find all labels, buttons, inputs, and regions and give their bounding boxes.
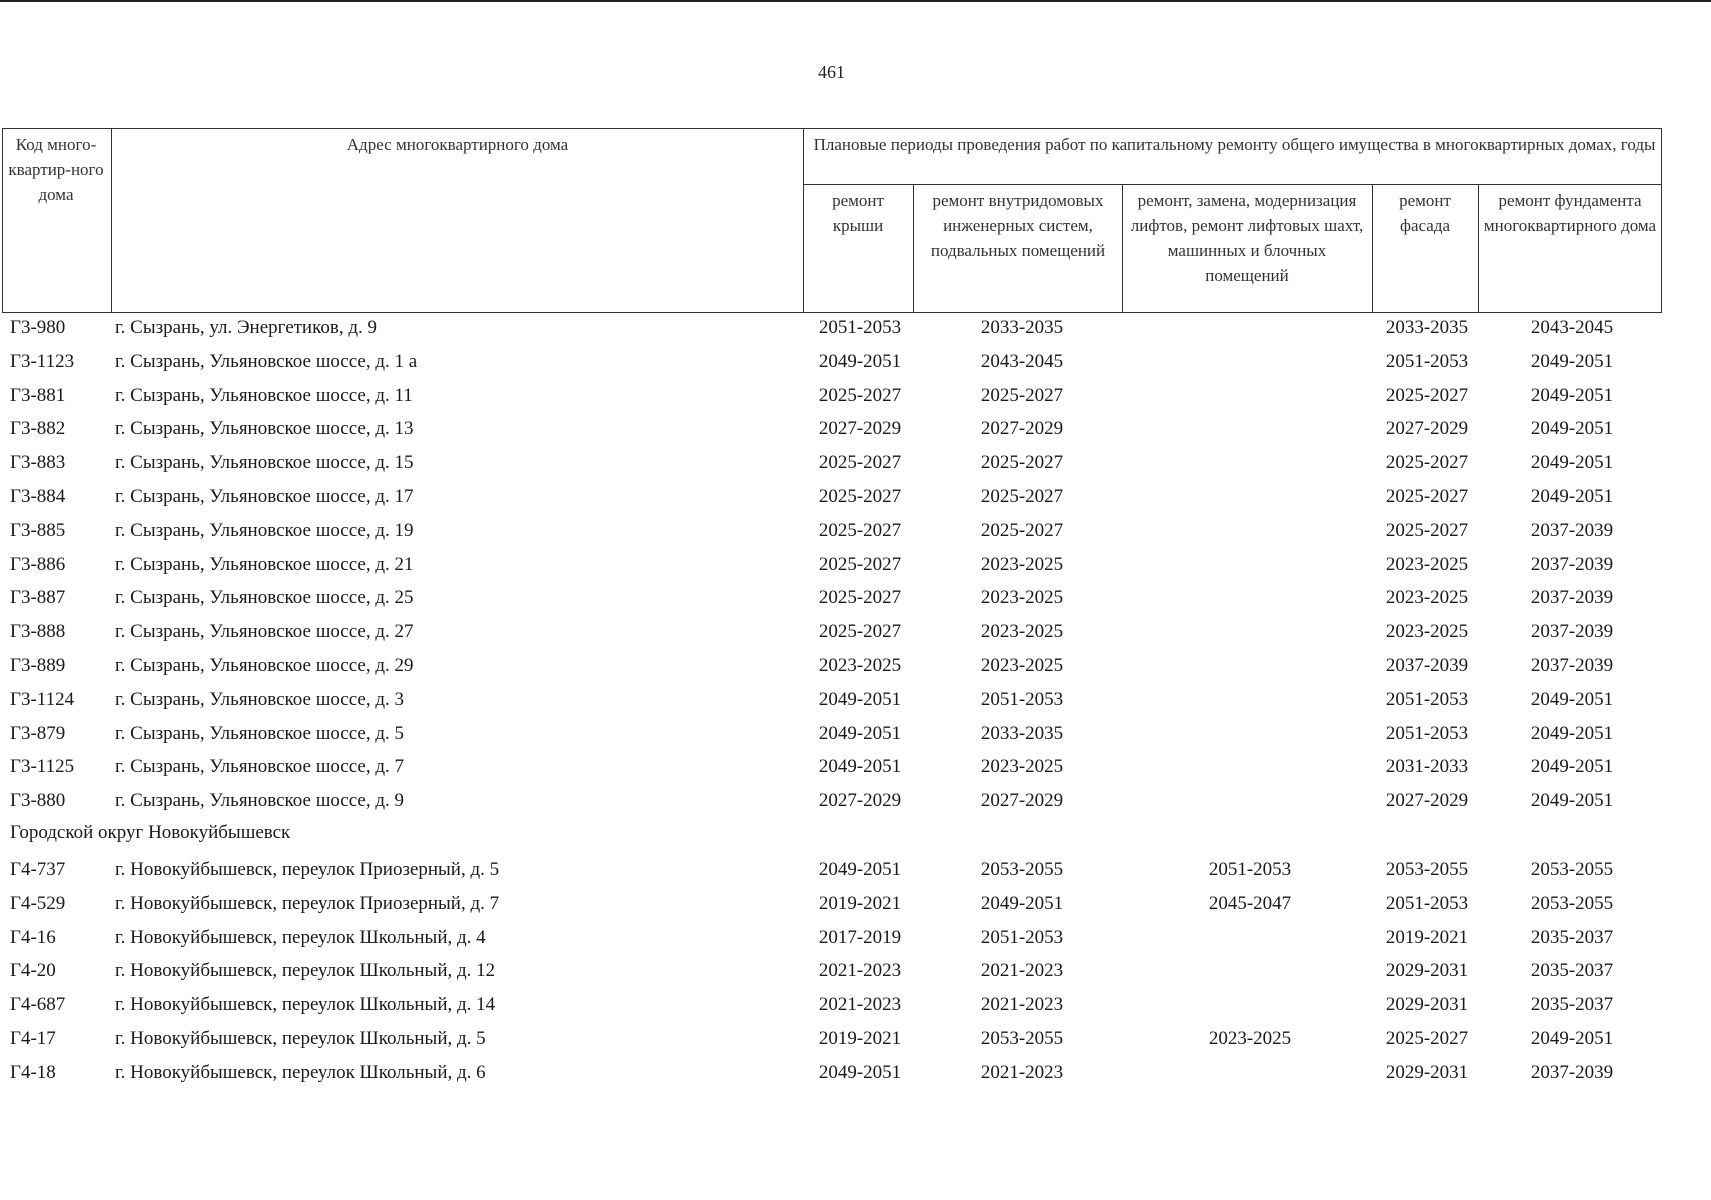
systems-period: 2025-2027 xyxy=(980,452,1064,474)
systems-period: 2027-2029 xyxy=(980,790,1064,812)
table-row xyxy=(0,720,1711,754)
roof-period: 2025-2027 xyxy=(818,486,902,507)
roof-period: 2019-2021 xyxy=(818,892,902,914)
lifts-period: 2045-2047 xyxy=(1208,892,1292,914)
roof-period: 2049-2051 xyxy=(818,1061,902,1083)
table-row xyxy=(0,924,1711,958)
address-cell: г. Сызрань, Ульяновское шоссе, д. 21 xyxy=(115,553,414,575)
facade-period: 2027-2029 xyxy=(1385,418,1469,440)
address-cell: г. Новокуйбышевск, переулок Школьный, д. 12 xyxy=(115,960,496,982)
foundation-period: 2037-2039 xyxy=(1530,1061,1614,1083)
facade-period: 2029-2031 xyxy=(1385,994,1469,1016)
foundation-period: 2053-2055 xyxy=(1530,859,1614,880)
facade-period: 2023-2025 xyxy=(1385,587,1469,609)
systems-period: 2023-2025 xyxy=(980,621,1064,643)
table-row xyxy=(0,584,1711,618)
foundation-period: 2037-2039 xyxy=(1530,519,1614,541)
roof-period: 2025-2027 xyxy=(818,621,902,643)
systems-period: 2051-2053 xyxy=(980,926,1064,948)
address-cell: г. Сызрань, Ульяновское шоссе, д. 3 xyxy=(115,688,404,710)
roof-period: 2049-2051 xyxy=(818,756,902,778)
foundation-period: 2053-2055 xyxy=(1530,892,1614,914)
table-row xyxy=(0,991,1711,1025)
house-code: Г3-881 xyxy=(10,384,66,406)
roof-period: 2025-2027 xyxy=(818,384,902,406)
table-row xyxy=(0,415,1711,449)
systems-period: 2023-2025 xyxy=(980,553,1064,575)
roof-period: 2025-2027 xyxy=(818,519,902,541)
foundation-period: 2037-2039 xyxy=(1530,553,1614,575)
facade-period: 2023-2025 xyxy=(1385,553,1469,575)
foundation-period: 2035-2037 xyxy=(1530,960,1614,982)
systems-period: 2021-2023 xyxy=(980,1061,1064,1083)
top-rule xyxy=(0,0,1711,2)
systems-period: 2025-2027 xyxy=(980,519,1064,541)
roof-period: 2019-2021 xyxy=(818,1028,902,1049)
section-title: Городской округ Новокуйбышевск xyxy=(10,822,291,843)
house-code: Г3-880 xyxy=(10,790,66,812)
table-row xyxy=(0,686,1711,720)
facade-period: 2031-2033 xyxy=(1385,756,1469,778)
facade-period: 2051-2053 xyxy=(1385,892,1469,914)
address-cell: г. Сызрань, Ульяновское шоссе, д. 15 xyxy=(115,452,414,474)
systems-period: 2043-2045 xyxy=(980,350,1064,372)
address-cell: г. Новокуйбышевск, переулок Приозерный, д. 7 xyxy=(115,892,500,914)
facade-period: 2019-2021 xyxy=(1385,926,1469,948)
facade-period: 2029-2031 xyxy=(1385,1061,1469,1083)
facade-period: 2051-2053 xyxy=(1385,350,1469,372)
roof-period: 2021-2023 xyxy=(818,960,902,982)
lifts-period: 2051-2053 xyxy=(1208,859,1292,880)
table-row xyxy=(0,856,1711,890)
table-row xyxy=(0,753,1711,787)
address-cell: г. Новокуйбышевск, переулок Приозерный, д. 5 xyxy=(115,859,500,880)
header-code: Код много-квартир-ного дома xyxy=(8,135,104,204)
roof-period: 2025-2027 xyxy=(818,553,902,575)
systems-period: 2033-2035 xyxy=(980,722,1064,744)
header-roof: ремонт крыши xyxy=(832,191,884,235)
roof-period: 2025-2027 xyxy=(818,587,902,609)
table-row xyxy=(0,449,1711,483)
address-cell: г. Новокуйбышевск, переулок Школьный, д. 6 xyxy=(115,1061,486,1083)
address-cell: г. Новокуйбышевск, переулок Школьный, д. 14 xyxy=(115,994,496,1016)
house-code: Г3-888 xyxy=(10,621,66,643)
systems-period: 2021-2023 xyxy=(980,994,1064,1016)
address-cell: г. Сызрань, Ульяновское шоссе, д. 5 xyxy=(115,722,404,744)
table-row xyxy=(0,787,1711,821)
address-cell: г. Сызрань, ул. Энергетиков, д. 9 xyxy=(115,317,378,338)
header-facade: ремонт фасада xyxy=(1399,191,1451,235)
systems-period: 2033-2035 xyxy=(980,317,1064,338)
roof-period: 2027-2029 xyxy=(818,790,902,812)
facade-period: 2025-2027 xyxy=(1385,384,1469,406)
systems-period: 2023-2025 xyxy=(980,756,1064,778)
systems-period: 2027-2029 xyxy=(980,418,1064,440)
address-cell: г. Сызрань, Ульяновское шоссе, д. 27 xyxy=(115,621,414,643)
house-code: Г4-737 xyxy=(10,859,66,880)
address-cell: г. Сызрань, Ульяновское шоссе, д. 13 xyxy=(115,418,414,440)
facade-period: 2023-2025 xyxy=(1385,621,1469,643)
systems-period: 2051-2053 xyxy=(980,688,1064,710)
roof-period: 2021-2023 xyxy=(818,994,902,1016)
header-foundation: ремонт фундамента многоквартирного дома xyxy=(1483,191,1657,235)
roof-period: 2049-2051 xyxy=(818,859,902,880)
facade-period: 2029-2031 xyxy=(1385,960,1469,982)
address-cell: г. Сызрань, Ульяновское шоссе, д. 29 xyxy=(115,655,414,676)
facade-period: 2025-2027 xyxy=(1385,519,1469,541)
systems-period: 2021-2023 xyxy=(980,960,1064,982)
table-row xyxy=(0,890,1711,924)
house-code: Г3-885 xyxy=(10,519,66,541)
address-cell: г. Сызрань, Ульяновское шоссе, д. 17 xyxy=(115,486,414,507)
header-lifts: ремонт, замена, модернизация лифтов, ремонт лифтовых шахт, машинных и блочных помещений xyxy=(1130,191,1364,285)
foundation-period: 2049-2051 xyxy=(1530,486,1614,507)
roof-period: 2049-2051 xyxy=(818,350,902,372)
facade-period: 2027-2029 xyxy=(1385,790,1469,812)
house-code: Г3-879 xyxy=(10,722,66,744)
foundation-period: 2035-2037 xyxy=(1530,926,1614,948)
foundation-period: 2035-2037 xyxy=(1530,994,1614,1016)
address-cell: г. Сызрань, Ульяновское шоссе, д. 11 xyxy=(115,384,413,406)
house-code: Г4-16 xyxy=(10,926,56,948)
facade-period: 2025-2027 xyxy=(1385,1028,1469,1049)
foundation-period: 2037-2039 xyxy=(1530,587,1614,609)
foundation-period: 2037-2039 xyxy=(1530,655,1614,676)
roof-period: 2017-2019 xyxy=(818,926,902,948)
facade-period: 2025-2027 xyxy=(1385,452,1469,474)
house-code: Г4-17 xyxy=(10,1028,56,1049)
house-code: Г3-887 xyxy=(10,587,66,609)
systems-period: 2023-2025 xyxy=(980,587,1064,609)
house-code: Г4-529 xyxy=(10,892,66,914)
address-cell: г. Сызрань, Ульяновское шоссе, д. 1 а xyxy=(115,350,418,372)
foundation-period: 2049-2051 xyxy=(1530,452,1614,474)
table-row xyxy=(0,382,1711,416)
systems-period: 2023-2025 xyxy=(980,655,1064,676)
table-row xyxy=(0,517,1711,551)
foundation-period: 2043-2045 xyxy=(1530,317,1614,338)
roof-period: 2023-2025 xyxy=(818,655,902,676)
table-row xyxy=(0,314,1711,348)
systems-period: 2053-2055 xyxy=(980,1028,1064,1049)
house-code: Г3-1124 xyxy=(10,688,75,710)
address-cell: г. Сызрань, Ульяновское шоссе, д. 9 xyxy=(115,790,404,812)
page-number: 461 xyxy=(818,62,845,82)
systems-period: 2049-2051 xyxy=(980,892,1064,914)
table-row xyxy=(0,348,1711,382)
house-code: Г3-980 xyxy=(10,317,66,338)
roof-period: 2051-2053 xyxy=(818,317,902,338)
house-code: Г4-687 xyxy=(10,994,66,1016)
systems-period: 2053-2055 xyxy=(980,859,1064,880)
table-row xyxy=(0,551,1711,585)
address-cell: г. Сызрань, Ульяновское шоссе, д. 19 xyxy=(115,519,414,541)
house-code: Г3-889 xyxy=(10,655,66,676)
table-row xyxy=(0,483,1711,517)
house-code: Г3-1123 xyxy=(10,350,75,372)
foundation-period: 2049-2051 xyxy=(1530,418,1614,440)
foundation-period: 2049-2051 xyxy=(1530,384,1614,406)
foundation-period: 2049-2051 xyxy=(1530,722,1614,744)
facade-period: 2051-2053 xyxy=(1385,722,1469,744)
foundation-period: 2037-2039 xyxy=(1530,621,1614,643)
systems-period: 2025-2027 xyxy=(980,486,1064,507)
header-periods: Плановые периоды проведения работ по капитальному ремонту общего имущества в многоквартирных домах, годы xyxy=(813,135,1656,154)
house-code: Г4-18 xyxy=(10,1061,56,1083)
roof-period: 2027-2029 xyxy=(818,418,902,440)
table-row xyxy=(0,957,1711,991)
facade-period: 2053-2055 xyxy=(1385,859,1469,880)
house-code: Г3-1125 xyxy=(10,756,75,778)
address-cell: г. Новокуйбышевск, переулок Школьный, д. 5 xyxy=(115,1028,486,1049)
systems-period: 2025-2027 xyxy=(980,384,1064,406)
foundation-period: 2049-2051 xyxy=(1530,1028,1614,1049)
house-code: Г3-884 xyxy=(10,486,66,507)
foundation-period: 2049-2051 xyxy=(1530,350,1614,372)
house-code: Г4-20 xyxy=(10,960,56,982)
address-cell: г. Сызрань, Ульяновское шоссе, д. 7 xyxy=(115,756,404,778)
house-code: Г3-882 xyxy=(10,418,66,440)
roof-period: 2049-2051 xyxy=(818,688,902,710)
table-row xyxy=(0,1025,1711,1059)
facade-period: 2033-2035 xyxy=(1385,317,1469,338)
table-row xyxy=(0,1059,1711,1093)
table-row xyxy=(0,618,1711,652)
foundation-period: 2049-2051 xyxy=(1530,790,1614,812)
header-address: Адрес многоквартирного дома xyxy=(346,135,569,154)
address-cell: г. Сызрань, Ульяновское шоссе, д. 25 xyxy=(115,587,414,609)
table-row xyxy=(0,652,1711,686)
facade-period: 2051-2053 xyxy=(1385,688,1469,710)
facade-period: 2037-2039 xyxy=(1385,655,1469,676)
foundation-period: 2049-2051 xyxy=(1530,756,1614,778)
roof-period: 2049-2051 xyxy=(818,722,902,744)
header-systems: ремонт внутридомовых инженерных систем, подвальных помещений xyxy=(930,191,1106,260)
house-code: Г3-886 xyxy=(10,553,66,575)
roof-period: 2025-2027 xyxy=(818,452,902,474)
lifts-period: 2023-2025 xyxy=(1208,1028,1292,1049)
facade-period: 2025-2027 xyxy=(1385,486,1469,507)
foundation-period: 2049-2051 xyxy=(1530,688,1614,710)
address-cell: г. Новокуйбышевск, переулок Школьный, д. 4 xyxy=(115,926,486,948)
house-code: Г3-883 xyxy=(10,452,66,474)
